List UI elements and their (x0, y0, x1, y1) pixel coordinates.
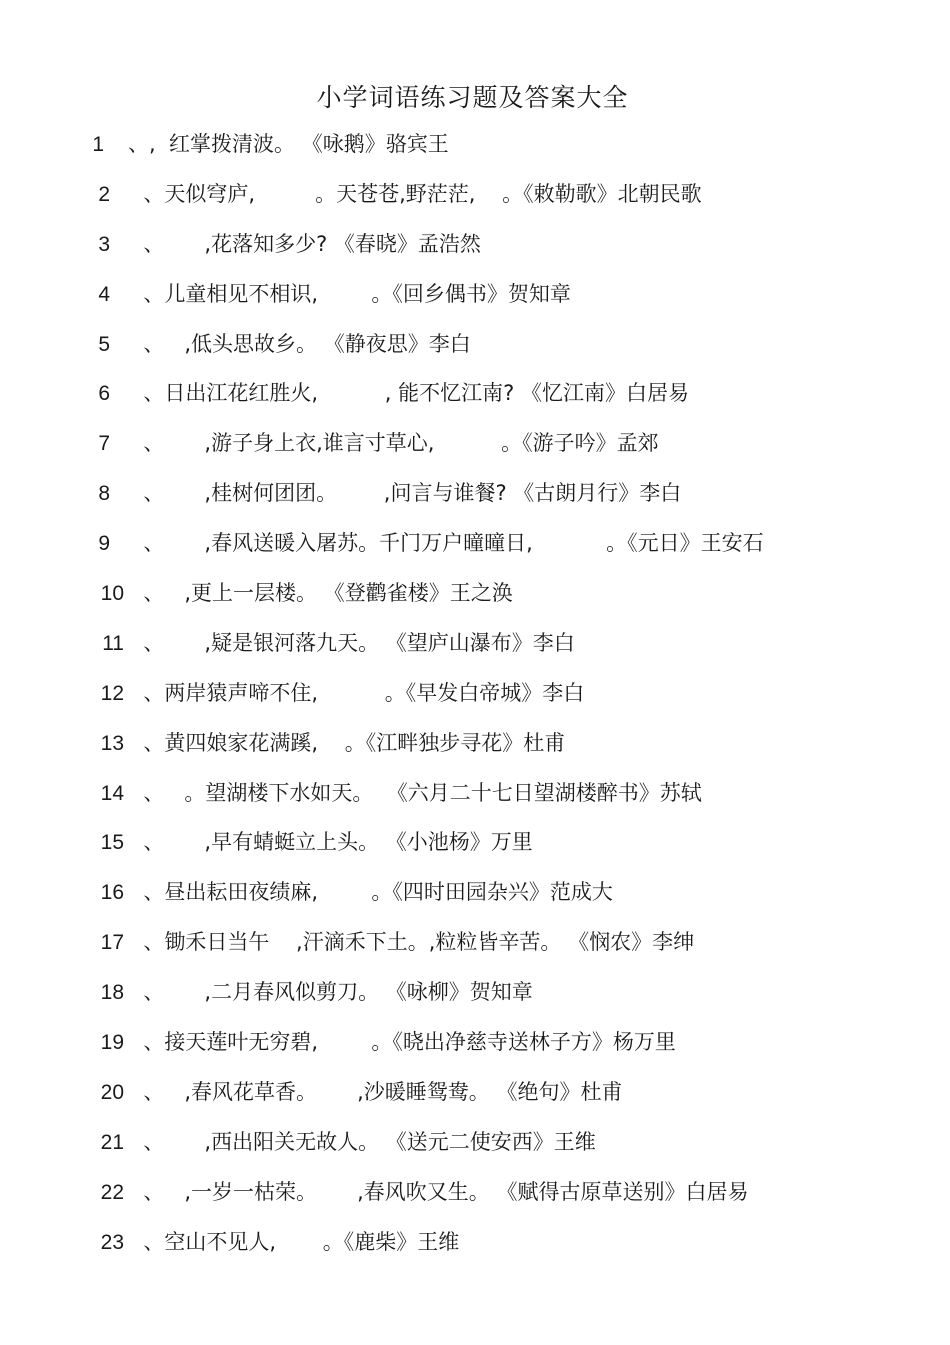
item-text: 、天似穹庐, 。天苍苍,野茫茫, 。《敕勒歌》北朝民歌 (130, 181, 702, 206)
item-number: 7 (98, 432, 110, 456)
page-title: 小学词语练习题及答案大全 (316, 83, 629, 112)
item-text: 、儿童相见不相识, 。《回乡偶书》贺知章 (130, 281, 571, 306)
list-item (0, 719, 950, 769)
item-number: 17 (100, 931, 124, 955)
list-item (0, 120, 950, 170)
list-item (0, 270, 950, 320)
list-item (0, 818, 950, 868)
item-text: 、 ,低头思故乡。 《静夜思》李白 (130, 331, 471, 356)
item-text: 、黄四娘家花满蹊, 。《江畔独步寻花》杜甫 (130, 730, 566, 755)
list-item (0, 320, 950, 370)
list-item (0, 1068, 950, 1118)
item-number: 12 (100, 681, 124, 705)
item-text: 、 ,疑是银河落九天。 《望庐山瀑布》李白 (130, 630, 575, 655)
item-number: 18 (100, 981, 124, 1005)
item-number: 13 (100, 731, 124, 755)
item-text: 、 ,春风送暖入屠苏。千门万户曈曈日, 。《元日》王安石 (130, 531, 764, 556)
list-item (0, 769, 950, 819)
list-item (0, 419, 950, 469)
list-item (0, 1018, 950, 1068)
item-text: 、 ,一岁一枯荣。 ,春风吹又生。 《赋得古原草送别》白居易 (130, 1179, 749, 1204)
item-number: 5 (98, 332, 110, 356)
item-text: 、 ,游子身上衣,谁言寸草心, 。《游子吟》孟郊 (130, 431, 659, 456)
item-text: 、接天莲叶无穷碧, 。《晓出净慈寺送林子方》杨万里 (130, 1030, 676, 1055)
item-text: 、 ,更上一层楼。 《登鹳雀楼》王之涣 (130, 581, 513, 606)
item-number: 6 (98, 382, 110, 406)
item-number: 20 (100, 1080, 124, 1104)
list-item (0, 369, 950, 419)
list-item (0, 220, 950, 270)
item-number: 10 (100, 582, 124, 606)
item-text: 、日出江花红胜火, , 能不忆江南? 《忆江南》白居易 (130, 381, 689, 406)
item-text: 、, 红掌拨清波。 《咏鹅》骆宾王 (128, 132, 449, 156)
item-number: 16 (100, 881, 124, 905)
list-item (0, 170, 950, 220)
item-text: 、空山不见人, 。《鹿柴》王维 (130, 1229, 460, 1254)
item-number: 1 (92, 133, 104, 156)
item-number: 2 (98, 182, 110, 206)
item-number: 4 (98, 282, 110, 306)
list-item (0, 569, 950, 619)
item-number: 11 (102, 631, 124, 655)
item-number: 21 (100, 1130, 124, 1154)
list-item (0, 619, 950, 669)
item-number: 19 (100, 1031, 124, 1055)
item-text: 、 。望湖楼下水如天。 《六月二十七日望湖楼醉书》苏轼 (130, 780, 702, 805)
item-number: 9 (98, 532, 110, 556)
list-item (0, 519, 950, 569)
list-item (0, 918, 950, 968)
list-item (0, 1218, 950, 1268)
item-text: 、 ,桂树何团团。 ,问言与谁餐? 《古朗月行》李白 (130, 481, 682, 506)
list-item (0, 868, 950, 918)
item-text: 、 ,西出阳关无故人。 《送元二使安西》王维 (130, 1129, 596, 1154)
list-item (0, 469, 950, 519)
item-text: 、 ,早有蜻蜓立上头。 《小池杨》万里 (130, 830, 533, 855)
item-text: 、 ,春风花草香。 ,沙暖睡鸳鸯。 《绝句》杜甫 (130, 1079, 623, 1104)
item-number: 15 (100, 831, 124, 855)
list-item (0, 1118, 950, 1168)
item-number: 14 (100, 781, 124, 805)
item-text: 、锄禾日当午 ,汗滴禾下土。,粒粒皆辛苦。 《悯农》李绅 (130, 930, 695, 955)
item-number: 3 (98, 232, 110, 256)
item-text: 、 ,花落知多少? 《春晓》孟浩然 (130, 231, 481, 256)
exercise-list (0, 120, 950, 1267)
list-item (0, 669, 950, 719)
item-text: 、 ,二月春风似剪刀。 《咏柳》贺知章 (130, 980, 533, 1005)
item-number: 22 (100, 1180, 124, 1204)
item-number: 8 (98, 482, 110, 506)
item-number: 23 (100, 1230, 124, 1254)
list-item (0, 1168, 950, 1218)
list-item (0, 968, 950, 1018)
item-text: 、昼出耘田夜绩麻, 。《四时田园杂兴》范成大 (130, 880, 613, 905)
item-text: 、两岸猿声啼不住, 。《早发白帝城》李白 (130, 680, 585, 705)
